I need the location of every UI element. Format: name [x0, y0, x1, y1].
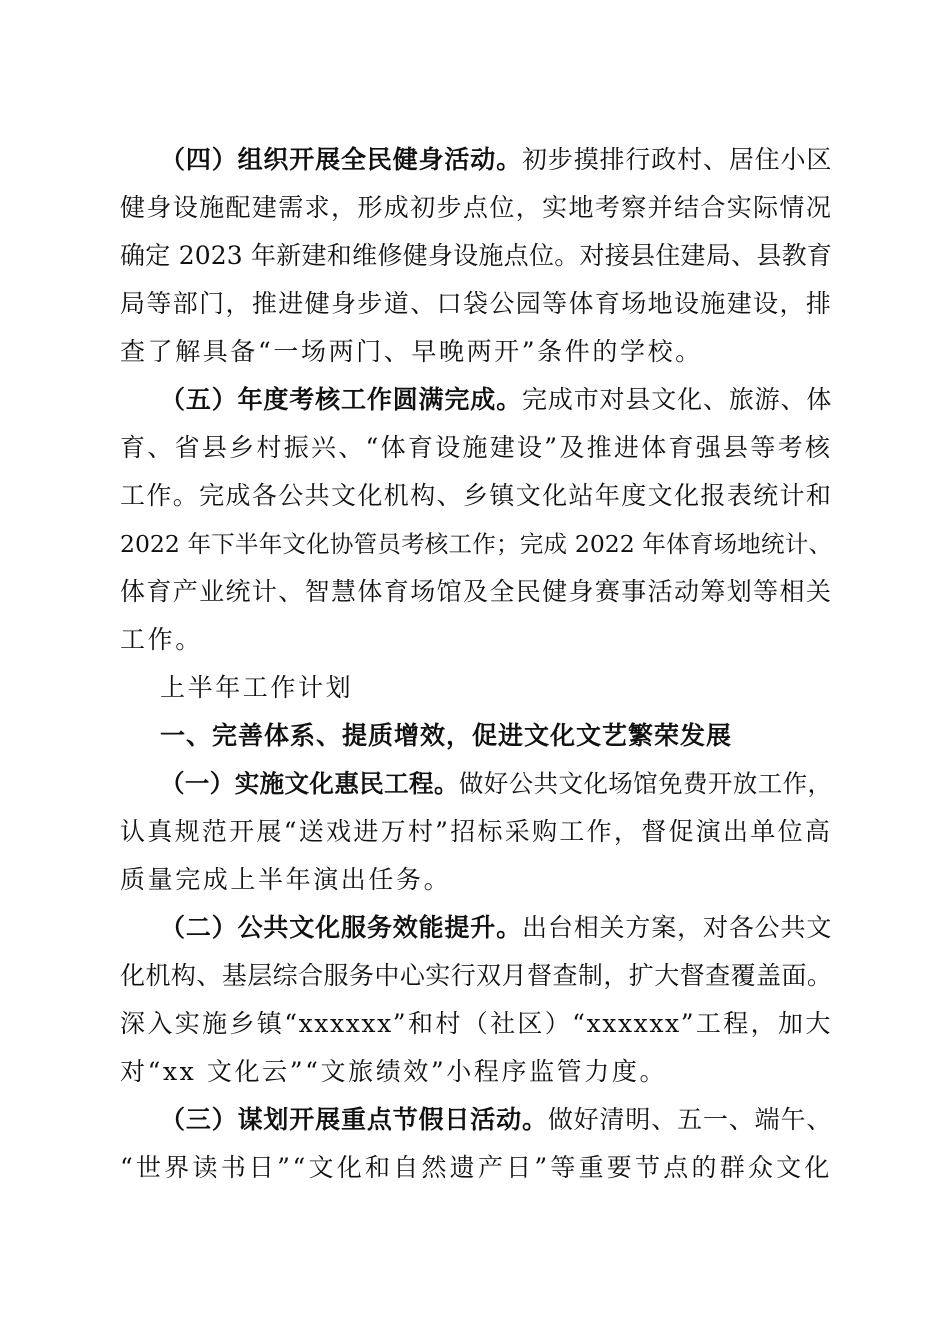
para4-lead: （四）组织开展全民健身活动。 — [160, 145, 522, 174]
para4-line-2: 健身设施配建需求，形成初步点位，实地考察并结合实际情况 — [120, 193, 832, 222]
plan-title: 上半年工作计划 — [160, 673, 354, 702]
section1-heading: 一、完善体系、提质增效，促进文化文艺繁荣发展 — [160, 721, 733, 750]
para4-text: 初步摸排行政村、居住小区 — [521, 145, 832, 174]
item2-text: 出台相关方案，对各公共文 — [521, 913, 832, 942]
para4-line-3: 确定 2023 年新建和维修健身设施点位。对接县住建局、县教育 — [120, 241, 832, 270]
para5-line-6: 工作。 — [120, 625, 203, 654]
para5-line-1 — [160, 378, 832, 422]
item1-line-1 — [160, 762, 832, 806]
para4-line-4: 局等部门，推进健身步道、口袋公园等体育场地设施建设，排 — [120, 289, 832, 318]
item1-text: 做好公共文化场馆免费开放工作， — [458, 769, 833, 798]
item3-line-2: “世界读书日”“文化和自然遗产日”等重要节点的群众文化 — [120, 1153, 832, 1182]
para5-line-3: 工作。完成各公共文化机构、乡镇文化站年度文化报表统计和 — [120, 481, 832, 510]
para5-line-5: 体育产业统计、智慧体育场馆及全民健身赛事活动筹划等相关 — [120, 577, 832, 606]
para4-line-5: 查了解具备“一场两门、早晚两开”条件的学校。 — [120, 337, 703, 366]
item1-line-2: 认真规范开展“送戏进万村”招标采购工作，督促演出单位高 — [120, 817, 832, 846]
para5-lead: （五）年度考核工作圆满完成。 — [160, 385, 522, 414]
para5-line-2: 育、省县乡村振兴、“体育设施建设”及推进体育强县等考核 — [120, 433, 832, 462]
item2-line-2: 化机构、基层综合服务中心实行双月督查制，扩大督查覆盖面。 — [120, 961, 832, 990]
item3-line-1 — [160, 1098, 832, 1142]
item1-line-3: 质量完成上半年演出任务。 — [120, 865, 452, 894]
para5-text: 完成市对县文化、旅游、体 — [521, 385, 832, 414]
item2-line-4: 对“xx 文化云”“文旅绩效”小程序监管力度。 — [120, 1057, 668, 1086]
item3-lead: （三）谋划开展重点节假日活动。 — [160, 1105, 548, 1134]
para5-line-4: 2022 年下半年文化协管员考核工作；完成 2022 年体育场地统计、 — [120, 530, 832, 558]
item2-line-3: 深入实施乡镇“xxxxxx”和村（社区）“xxxxxx”工程，加大 — [120, 1009, 832, 1038]
item3-text: 做好清明、五一、端午、 — [547, 1105, 832, 1134]
item2-line-1 — [160, 906, 832, 950]
item1-lead: （一）实施文化惠民工程。 — [160, 769, 459, 798]
item2-lead: （二）公共文化服务效能提升。 — [160, 913, 522, 942]
para4-line-1 — [160, 138, 832, 182]
